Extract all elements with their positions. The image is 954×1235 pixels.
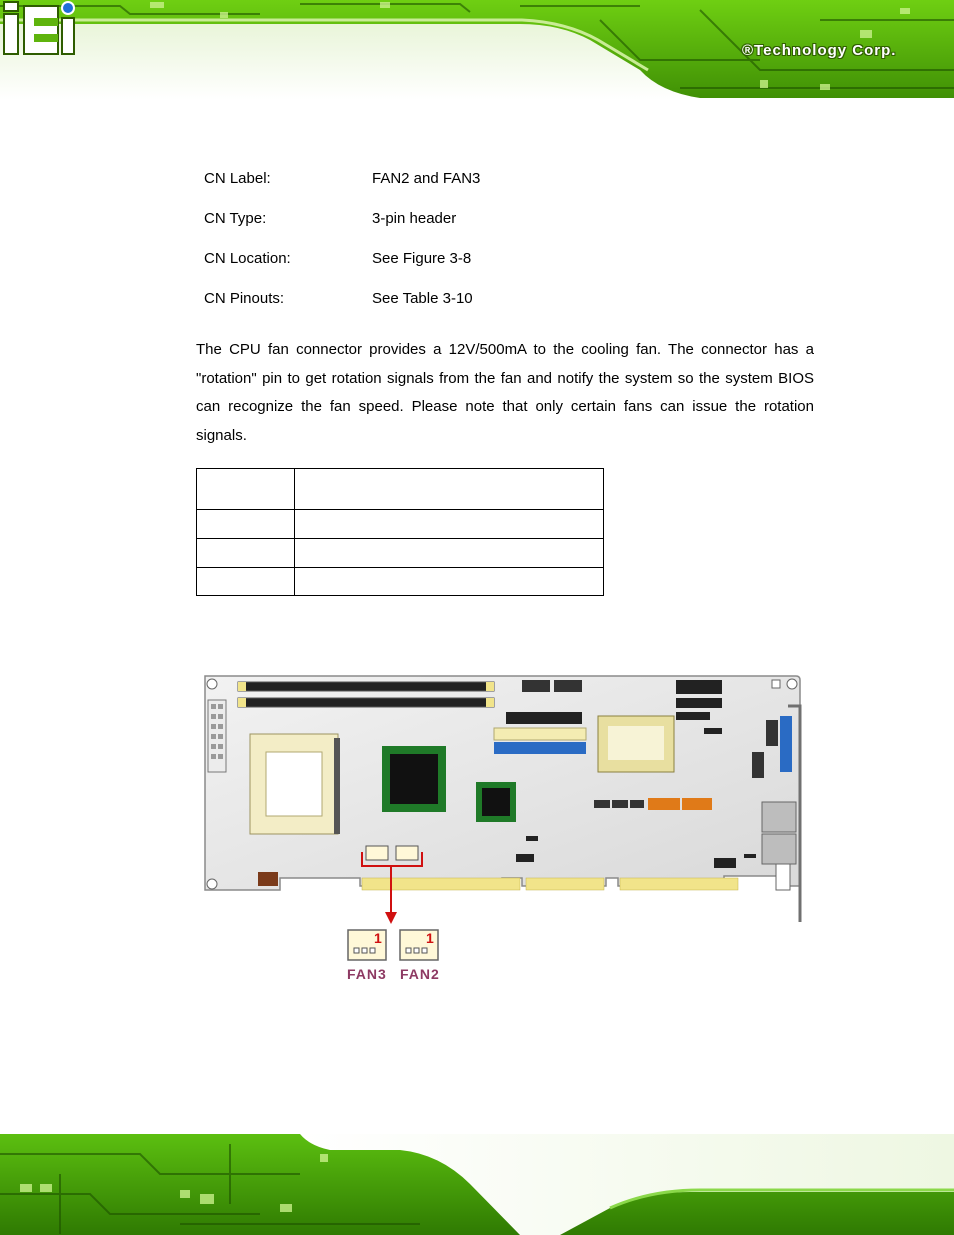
fan2-pin1-marker: 1 xyxy=(426,930,434,946)
table-row xyxy=(197,539,604,568)
spec-value: See Table 3-10 xyxy=(372,290,473,307)
table-cell xyxy=(295,568,604,596)
table-cell xyxy=(197,469,295,510)
fan-connector-description: The CPU fan connector provides a 12V/500mA to the cooling fan. The connector has a "rotation" pin to get rotation signals from the fan and notify the system so the system BIOS can recognize the fan speed. Please note that only certain fans can issue the rotation signals. xyxy=(196,341,814,444)
table-row xyxy=(197,510,604,539)
footer-banner xyxy=(0,1134,954,1235)
spec-label: CN Pinouts: xyxy=(204,290,285,307)
spec-label: CN Type: xyxy=(204,210,267,227)
spec-value: 3-pin header xyxy=(372,210,457,227)
header-banner xyxy=(0,0,954,100)
table-cell xyxy=(197,568,295,596)
logo-wordmark: ®Technology Corp. xyxy=(742,42,897,59)
table-cell xyxy=(295,539,604,568)
iei-logo xyxy=(0,0,290,60)
fan2-label: FAN2 xyxy=(400,966,440,982)
table-row xyxy=(197,568,604,596)
table-cell xyxy=(197,510,295,539)
table-cell xyxy=(197,539,295,568)
spec-label: CN Label: xyxy=(204,170,271,187)
board-fan-connector-location-figure xyxy=(200,672,810,992)
circuit-board-footer-graphic xyxy=(0,1134,954,1235)
table-header-row xyxy=(197,469,604,510)
table-cell xyxy=(295,510,604,539)
table-cell xyxy=(295,469,604,510)
fan3-label: FAN3 xyxy=(347,966,387,982)
spec-label: CN Location: xyxy=(204,250,291,267)
spec-value: See Figure 3-8 xyxy=(372,250,472,267)
spec-value: FAN2 and FAN3 xyxy=(372,170,481,187)
fan3-pin1-marker: 1 xyxy=(374,930,382,946)
fan-pinout-table xyxy=(196,468,604,596)
